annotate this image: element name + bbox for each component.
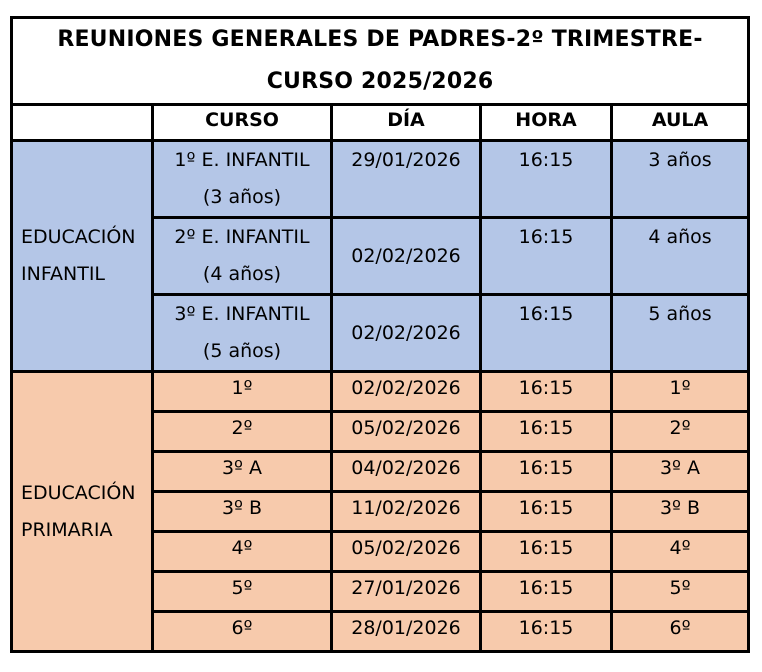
cell-curso: 4º xyxy=(153,532,332,572)
cell-aula: 2º xyxy=(612,412,749,452)
cell-aula: 3º B xyxy=(612,492,749,532)
cell-hora: 16:15 xyxy=(481,218,612,295)
cell-curso xyxy=(153,141,332,218)
cell-dia: 05/02/2026 xyxy=(332,532,481,572)
cell-aula: 3 años xyxy=(612,141,749,218)
meetings-table xyxy=(10,16,750,653)
cell-hora: 16:15 xyxy=(481,492,612,532)
table-row xyxy=(12,372,749,412)
stage-label: EDUCACIÓN xyxy=(21,226,136,248)
cell-aula: 6º xyxy=(612,612,749,652)
cell-curso: 2º xyxy=(153,412,332,452)
cell-dia: 11/02/2026 xyxy=(332,492,481,532)
title-line-1: REUNIONES GENERALES DE PADRES-2º TRIMESTRE- xyxy=(57,27,703,52)
header-hora: HORA xyxy=(481,105,612,141)
table-row xyxy=(12,141,749,218)
title-row xyxy=(12,18,749,105)
cell-dia: 02/02/2026 xyxy=(332,218,481,295)
cell-dia: 05/02/2026 xyxy=(332,412,481,452)
header-empty xyxy=(12,105,153,141)
cell-aula: 5 años xyxy=(612,295,749,372)
header-aula: AULA xyxy=(612,105,749,141)
curso-line: (3 años) xyxy=(202,186,282,208)
cell-curso xyxy=(153,218,332,295)
cell-curso xyxy=(153,295,332,372)
stage-infantil xyxy=(12,141,153,372)
curso-line: 3º E. INFANTIL xyxy=(174,303,310,325)
cell-hora: 16:15 xyxy=(481,452,612,492)
curso-line: (4 años) xyxy=(202,263,282,285)
header-row xyxy=(12,105,749,141)
cell-aula: 4º xyxy=(612,532,749,572)
curso-line: (5 años) xyxy=(202,340,282,362)
cell-curso: 1º xyxy=(153,372,332,412)
stage-label: EDUCACIÓN xyxy=(21,481,136,504)
cell-dia: 04/02/2026 xyxy=(332,452,481,492)
header-curso: CURSO xyxy=(153,105,332,141)
cell-hora: 16:15 xyxy=(481,295,612,372)
cell-curso: 3º B xyxy=(153,492,332,532)
cell-curso: 6º xyxy=(153,612,332,652)
stage-label: PRIMARIA xyxy=(21,518,113,541)
cell-dia: 29/01/2026 xyxy=(332,141,481,218)
curso-line: 1º E. INFANTIL xyxy=(174,149,310,171)
header-dia: DÍA xyxy=(332,105,481,141)
cell-curso: 3º A xyxy=(153,452,332,492)
cell-dia: 02/02/2026 xyxy=(332,295,481,372)
title-line-2: CURSO 2025/2026 xyxy=(266,69,494,94)
cell-aula: 5º xyxy=(612,572,749,612)
cell-aula: 4 años xyxy=(612,218,749,295)
cell-aula: 1º xyxy=(612,372,749,412)
table-title xyxy=(12,18,749,105)
cell-hora: 16:15 xyxy=(481,141,612,218)
cell-hora: 16:15 xyxy=(481,412,612,452)
stage-label: INFANTIL xyxy=(21,263,106,285)
cell-dia: 28/01/2026 xyxy=(332,612,481,652)
cell-hora: 16:15 xyxy=(481,612,612,652)
cell-aula: 3º A xyxy=(612,452,749,492)
cell-curso: 5º xyxy=(153,572,332,612)
curso-line: 2º E. INFANTIL xyxy=(174,226,310,248)
cell-hora: 16:15 xyxy=(481,572,612,612)
stage-primaria xyxy=(12,372,153,652)
cell-dia: 02/02/2026 xyxy=(332,372,481,412)
cell-hora: 16:15 xyxy=(481,532,612,572)
cell-hora: 16:15 xyxy=(481,372,612,412)
cell-dia: 27/01/2026 xyxy=(332,572,481,612)
